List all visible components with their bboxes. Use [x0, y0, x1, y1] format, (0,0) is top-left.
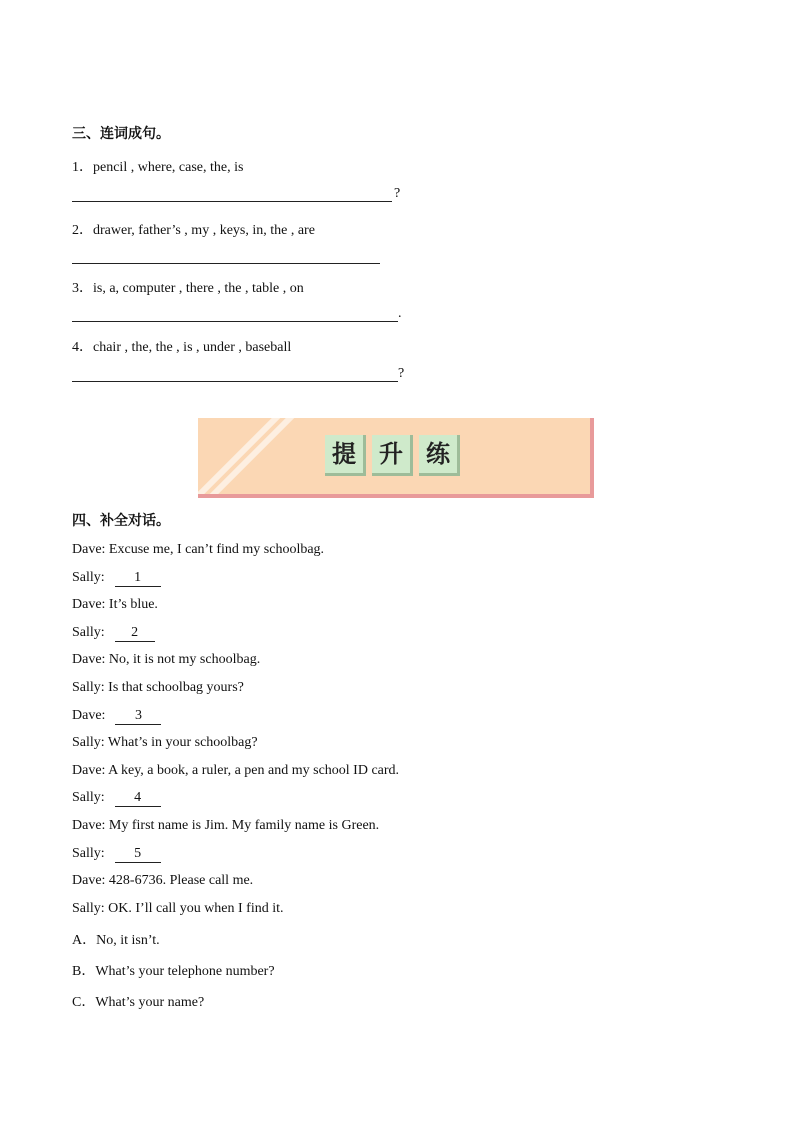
option-c: C．What’s your name?: [72, 995, 205, 1010]
answer-blank-2[interactable]: 2: [115, 625, 155, 642]
dialogue-line: [72, 763, 399, 779]
banner-char-1: 提: [325, 435, 366, 476]
dialogue-text: Dave: 428-6736. Please call me.: [72, 873, 254, 889]
dialogue-line: [72, 735, 258, 751]
dialogue-text: Sally: What’s in your schoolbag?: [72, 735, 258, 751]
dialogue-line: [72, 873, 253, 889]
dialogue-line: [72, 542, 324, 558]
dialogue-text: Dave: My first name is Jim. My family name is Green.: [72, 818, 380, 833]
dialogue-text: Sally: Is that schoolbag yours?: [72, 680, 244, 695]
dialogue-line: [72, 790, 161, 807]
dialogue-line: [72, 708, 161, 725]
option-a: A．No, it isn’t.: [72, 933, 160, 948]
dialogue-line: [72, 901, 284, 917]
dialogue-text: Sally:: [72, 845, 105, 861]
answer-line-4[interactable]: [72, 381, 398, 382]
dialogue-text: Sally:: [72, 569, 105, 585]
sentence-item-3: 3．is, a, computer , there , the , table , on: [72, 281, 304, 296]
answer-blank-1[interactable]: 1: [115, 570, 161, 587]
answer-blank-4[interactable]: 4: [115, 790, 161, 807]
answer-line-3[interactable]: [72, 321, 398, 322]
dialogue-line: [72, 597, 158, 613]
banner-char-2: 升: [372, 435, 413, 476]
answer-end-1: ?: [394, 186, 401, 201]
answer-line-2[interactable]: [72, 263, 380, 264]
dialogue-text: Sally:: [72, 624, 105, 640]
dialogue-text: Dave:: [72, 707, 106, 723]
dialogue-line: [72, 818, 379, 834]
answer-end-3: .: [398, 306, 402, 321]
dialogue-line: [72, 652, 260, 668]
answer-blank-3[interactable]: 3: [115, 708, 161, 725]
banner-char-3: 练: [419, 435, 460, 476]
banner-stripe: [200, 418, 310, 498]
dialogue-text: Dave: Excuse me, I can’t find my schoolbag.: [72, 542, 325, 557]
dialogue-text: Dave: No, it is not my schoolbag.: [72, 652, 261, 668]
dialogue-text: Sally:: [72, 790, 105, 806]
option-b: B．What’s your telephone number?: [72, 964, 275, 979]
dialogue-text: Dave: It’s blue.: [72, 597, 158, 613]
sentence-item-2: 2．drawer, father’s , my , keys, in, the , are: [72, 223, 315, 238]
section4-heading: 四、补全对话。: [72, 513, 170, 529]
practice-banner: [198, 418, 594, 498]
section3-heading: 三、连词成句。: [72, 126, 170, 142]
answer-blank-5[interactable]: 5: [115, 846, 161, 863]
dialogue-line: [72, 846, 161, 863]
answer-line-1[interactable]: [72, 201, 392, 202]
dialogue-text: Sally: OK. I’ll call you when I find it.: [72, 900, 284, 916]
answer-end-4: ?: [398, 366, 405, 381]
sentence-item-1: 1．pencil , where, case, the, is: [72, 160, 244, 175]
dialogue-line: [72, 680, 244, 696]
dialogue-line: [72, 570, 161, 587]
sentence-item-4: 4．chair , the, the , is , under , baseball: [72, 340, 292, 355]
dialogue-line: [72, 625, 155, 642]
dialogue-text: Dave: A key, a book, a ruler, a pen and my school ID card.: [72, 762, 400, 778]
